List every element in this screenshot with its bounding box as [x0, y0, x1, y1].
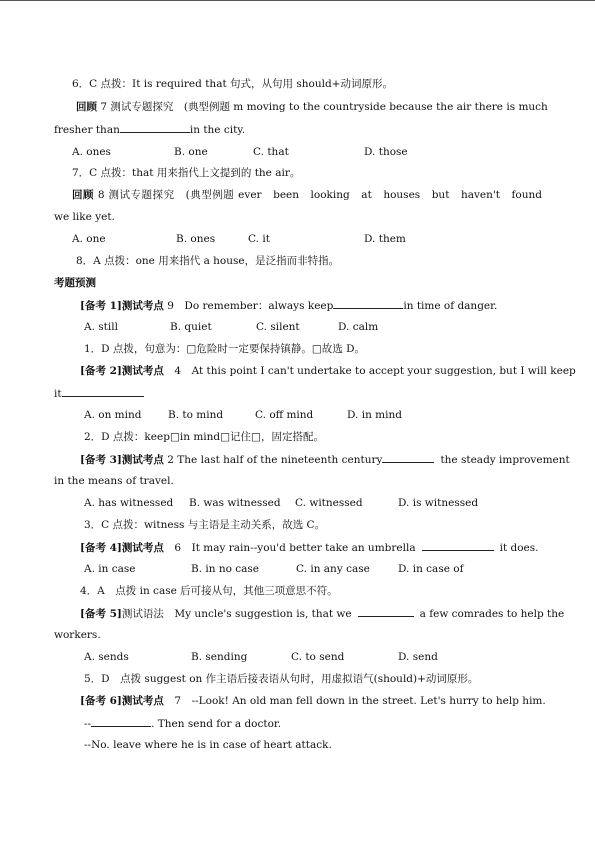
option-d: D. them — [364, 233, 406, 245]
option-d: D. send — [398, 651, 438, 663]
option-a: A. still — [84, 321, 118, 333]
option-a: A. one — [72, 233, 106, 245]
option-d: D. is witnessed — [398, 497, 479, 509]
option-b: B. in no case — [191, 563, 260, 575]
review-7-continuation: fresher than in the city. — [54, 124, 246, 136]
answer-3: 3．C 点拨：witness 与主语是主动关系，故选 C。 — [84, 519, 326, 531]
option-d: D. those — [364, 146, 408, 158]
question-3-continuation: in the means of travel. — [54, 475, 174, 487]
option-b: B. ones — [176, 233, 216, 245]
question-6-line-2: -- . Then send for a doctor. — [84, 718, 282, 730]
review-label: 回顾 — [76, 101, 97, 113]
question-2: [备考 2]测试考点 4 At this point I can't undertake to accept your suggestion, but I will keep — [80, 365, 576, 377]
option-c: C. in any case — [296, 563, 370, 575]
option-a: A. ones — [72, 146, 111, 158]
option-c: C. silent — [256, 321, 300, 333]
question-5: [备考 5]测试语法 My uncle's suggestion is, that we a few comrades to help the — [80, 608, 565, 620]
answer-blank — [422, 540, 494, 551]
option-c: C. that — [253, 146, 289, 158]
question-3: [备考 3]测试考点 2 The last half of the nineteenth century the steady improvement — [80, 454, 570, 466]
page-top-rule — [0, 0, 595, 1]
option-a: A. in case — [84, 563, 136, 575]
answer-blank — [333, 298, 403, 309]
option-a: A. sends — [84, 651, 129, 663]
option-b: B. sending — [191, 651, 248, 663]
question-6-line-3: --No. leave where he is in case of heart attack. — [84, 739, 332, 751]
option-d: D. calm — [338, 321, 379, 333]
question-4: [备考 4]测试考点 6 It may rain--you'd better take an umbrella it does. — [80, 542, 539, 554]
question-2-continuation: it — [54, 386, 144, 401]
question-1: [备考 1]测试考点 9 Do remember：always keep in time of danger. — [80, 300, 498, 312]
review-label: 回顾 — [72, 189, 95, 201]
question-6: [备考 6]测试考点 7 --Look! An old man fell down in the street. Let's hurry to help him. — [80, 695, 546, 707]
answer-6: 6．C 点拨：It is required that 句式，从句用 should+动词原形。 — [72, 78, 393, 90]
option-a: A. has witnessed — [84, 497, 174, 509]
answer-5: 5．D 点拨 suggest on 作主语后接表语从句时，用虚拟语气(should)+动词原形。 — [84, 673, 479, 685]
answer-8: 8．A 点拨：one 用来指代 a house，是泛指而非特指。 — [76, 255, 340, 267]
option-b: B. one — [174, 146, 208, 158]
option-d: D. in mind — [347, 409, 402, 421]
review-8-continuation: we like yet. — [54, 211, 115, 223]
question-5-continuation: workers. — [54, 629, 101, 641]
section-heading: 考题预测 — [54, 277, 96, 289]
option-c: C. it — [248, 233, 270, 245]
option-b: B. quiet — [170, 321, 212, 333]
answer-blank — [91, 716, 151, 727]
review-8-line: 回顾 8 测试专题探究 (典型例题 ever been looking at houses but haven't found — [72, 189, 542, 201]
option-b: B. to mind — [168, 409, 224, 421]
answer-blank — [120, 122, 190, 133]
option-c: C. to send — [291, 651, 345, 663]
review-7-line: 回顾 7 测试专题探究 (典型例题 m moving to the countryside because the air there is much — [76, 101, 548, 113]
option-c: C. off mind — [255, 409, 314, 421]
option-a: A. on mind — [84, 409, 142, 421]
option-d: D. in case of — [398, 563, 464, 575]
answer-2: 2．D 点拨：keep□in mind□记住□，固定搭配。 — [84, 431, 324, 443]
answer-blank — [62, 386, 144, 397]
answer-blank — [358, 606, 414, 617]
answer-7: 7．C 点拨：that 用来指代上文提到的 the air。 — [72, 167, 301, 179]
answer-1: 1．D 点拨，句意为：□危险时一定要保持镇静。□故选 D。 — [84, 343, 366, 355]
answer-blank — [382, 452, 434, 463]
answer-4: 4．A 点拨 in case 后可接从句，其他三项意思不符。 — [80, 585, 338, 597]
option-b: B. was witnessed — [189, 497, 281, 509]
option-c: C. witnessed — [295, 497, 363, 509]
